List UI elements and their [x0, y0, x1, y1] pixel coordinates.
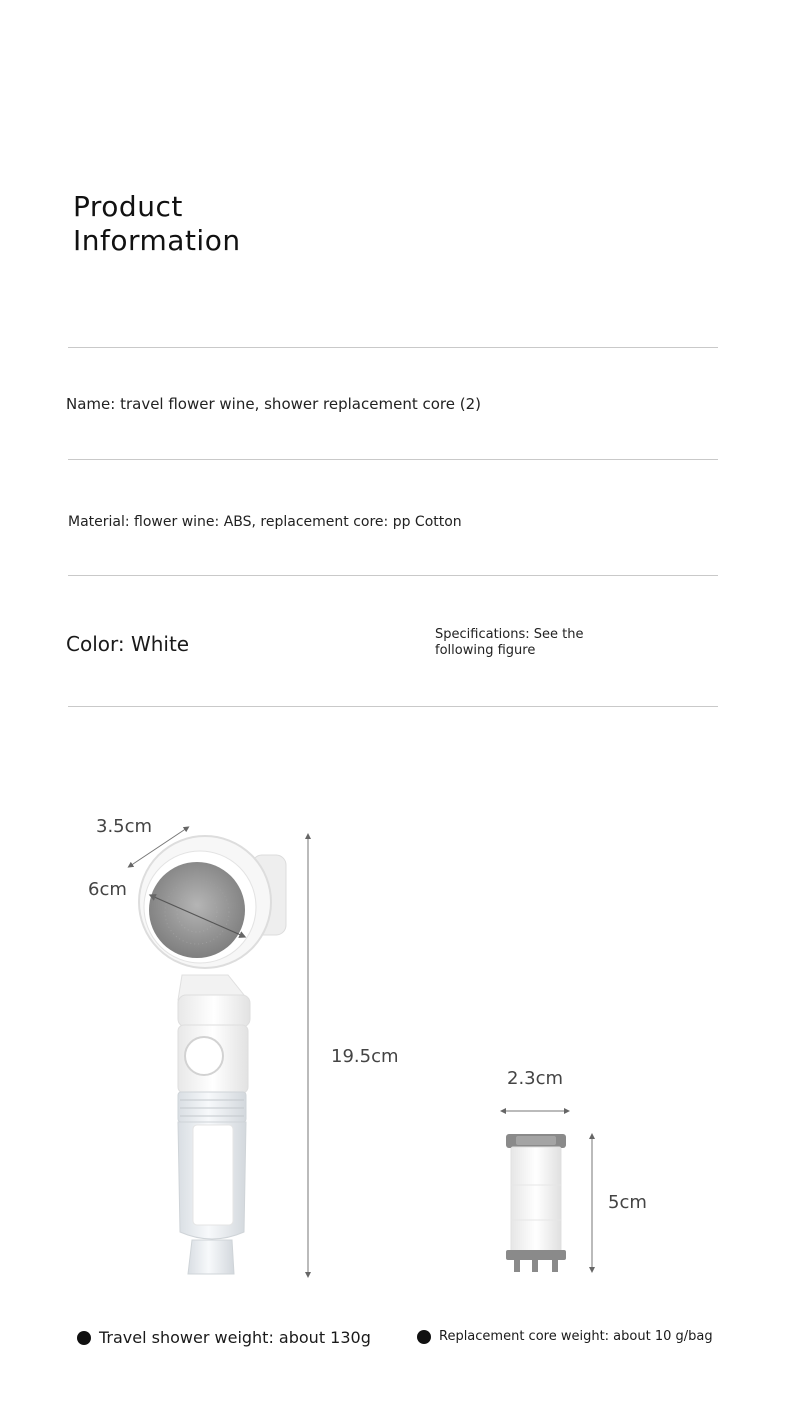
shower-length-label: 19.5cm [331, 1046, 399, 1067]
product-color: Color: White [66, 632, 190, 656]
shower-diameter-label: 6cm [88, 879, 127, 900]
replacement-core-image [506, 1134, 566, 1272]
shower-weight-text: Travel shower weight: about 130g [99, 1328, 371, 1347]
core-diameter-label: 2.3cm [507, 1068, 564, 1089]
core-weight [417, 1329, 713, 1344]
title-line-1: Product [73, 190, 183, 223]
core-height-label: 5cm [608, 1192, 647, 1213]
specifications-line-1: Specifications: See the [435, 627, 584, 642]
title-line-2: Information [73, 224, 241, 257]
bullet-icon [77, 1331, 91, 1345]
shower-weight [77, 1328, 371, 1347]
shower-depth-label: 3.5cm [96, 816, 153, 837]
shower-head-image [139, 836, 286, 1274]
product-material: Material: flower wine: ABS, replacement core: pp Cotton [68, 514, 462, 530]
specifications-line-2: following figure [435, 643, 536, 658]
core-weight-text: Replacement core weight: about 10 g/bag [439, 1329, 713, 1344]
bullet-icon [417, 1330, 431, 1344]
product-name: Name: travel flower wine, shower replacement core (2) [66, 395, 481, 413]
